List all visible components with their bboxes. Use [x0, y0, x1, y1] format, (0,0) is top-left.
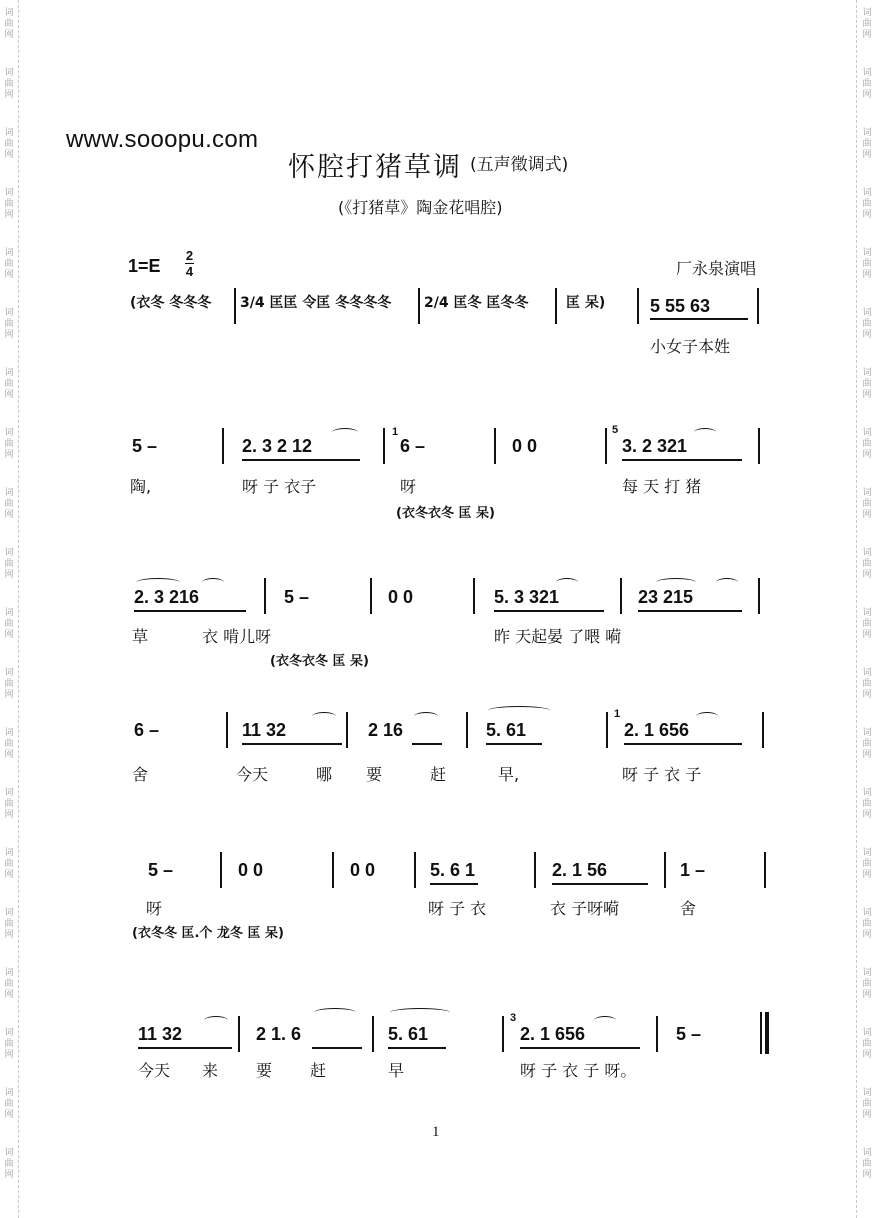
watermark-text: 词 曲 网 [862, 188, 872, 220]
time-signature [185, 249, 194, 278]
watermark-text: 词 曲 网 [4, 548, 14, 580]
intro-segment: 匡 呆) [566, 295, 606, 311]
lyric-line: 哪 [316, 765, 333, 784]
lyric-line: 呀 子 衣 子 [622, 765, 702, 784]
measure-notes: 2. 3 216 [134, 587, 200, 607]
watermark-text: 词 曲 网 [4, 728, 14, 760]
percussion-line: (衣冬衣冬 匡 呆) [396, 506, 495, 521]
watermark-text: 词 曲 网 [862, 968, 872, 1000]
watermark-text: 词 曲 网 [4, 848, 14, 880]
watermark-text: 词 曲 网 [4, 608, 14, 640]
watermark-text: 词 曲 网 [862, 308, 872, 340]
measure-notes: 6 – [134, 720, 160, 740]
percussion-line: (衣冬冬 匡.个 龙冬 匡 呆) [132, 926, 284, 941]
lyric-line: 呀 子 衣 [428, 899, 487, 918]
lyric-line: 呀 [400, 477, 417, 496]
watermark-text: 词 曲 网 [4, 248, 14, 280]
mode-note: (五声徵调式) [470, 155, 569, 175]
lyric-line: 昨 天起晏 了喂 嗬 [494, 627, 622, 646]
lyric-line: 早, [498, 765, 520, 784]
lyric-line: 今天 [138, 1061, 171, 1080]
watermark-text: 词 曲 网 [4, 788, 14, 820]
measure-notes: 6 – [400, 436, 426, 456]
watermark-text: 词 曲 网 [4, 188, 14, 220]
measure-notes: 0 0 [388, 587, 414, 607]
intro-lyric: 小女子本姓 [650, 337, 731, 356]
measure-notes: 2 16 [368, 720, 404, 740]
watermark-text: 词 曲 网 [4, 908, 14, 940]
watermark-text: 词 曲 网 [4, 128, 14, 160]
measure-notes: 5. 3 321 [494, 587, 560, 607]
measure-notes: 2. 1 56 [552, 860, 608, 880]
watermark-text: 词 曲 网 [862, 608, 872, 640]
lyric-line: 衣 啃儿呀 [202, 627, 272, 646]
watermark-text: 词 曲 网 [862, 1028, 872, 1060]
lyric-line: 早 [388, 1061, 405, 1080]
watermark-text: 词 曲 网 [862, 548, 872, 580]
watermark-text: 词 曲 网 [862, 128, 872, 160]
measure-notes: 5. 6 1 [430, 860, 476, 880]
watermark-text: 词 曲 网 [4, 968, 14, 1000]
lyric-line: 来 [202, 1061, 219, 1080]
measure-notes: 11 32 [138, 1024, 183, 1044]
watermark-text: 词 曲 网 [862, 8, 872, 40]
time-sig-bottom: 4 [185, 264, 194, 279]
lyric-line: 草 [132, 627, 149, 646]
watermark-text: 词 曲 网 [4, 668, 14, 700]
watermark-text: 词 曲 网 [862, 848, 872, 880]
watermark-text: 词 曲 网 [862, 488, 872, 520]
watermark-text: 词 曲 网 [4, 1148, 14, 1180]
measure-notes: 2 1. 6 [256, 1024, 302, 1044]
lyric-line: 赶 [430, 765, 447, 784]
grace-note: 1 [614, 708, 621, 720]
measure-notes: 5. 61 [486, 720, 527, 740]
lyric-line: 衣 子呀嗬 [550, 899, 620, 918]
watermark-text: 词 曲 网 [862, 68, 872, 100]
watermark-text: 词 曲 网 [4, 1088, 14, 1120]
watermark-text: 词 曲 网 [862, 788, 872, 820]
measure-notes: 0 0 [350, 860, 376, 880]
intro-segment: 3/4 匡匡 令匡 冬冬冬冬 [240, 295, 392, 311]
watermark-text: 词 曲 网 [4, 488, 14, 520]
song-title: 怀腔打猪草调 [288, 152, 462, 183]
lyric-line: 舍 [680, 899, 697, 918]
measure-notes: 0 0 [238, 860, 264, 880]
measure-notes: 2. 1 656 [624, 720, 690, 740]
measure-notes: 5. 61 [388, 1024, 429, 1044]
measure-notes: 2. 1 656 [520, 1024, 586, 1044]
lyric-line: 呀 子 衣子 [242, 477, 317, 496]
measure-notes: 3. 2 321 [622, 436, 688, 456]
measure-notes: 1 – [680, 860, 706, 880]
lyric-line: 呀 子 衣 子 呀。 [520, 1061, 637, 1080]
watermark-text: 词 曲 网 [862, 1148, 872, 1180]
watermark-text: 词 曲 网 [862, 728, 872, 760]
song-subtitle: (《打猪草》陶金花唱腔) [338, 198, 503, 217]
measure-notes: 2. 3 2 12 [242, 436, 313, 456]
grace-note: 3 [510, 1012, 517, 1024]
watermark-text: 词 曲 网 [862, 428, 872, 460]
measure-notes: 5 – [676, 1024, 702, 1044]
lyric-line: 每 天 打 猪 [622, 477, 702, 496]
watermark-text: 词 曲 网 [862, 668, 872, 700]
lyric-line: 舍 [132, 765, 149, 784]
measure-notes: 5 – [132, 436, 158, 456]
measure-notes: 5 – [148, 860, 174, 880]
watermark-text: 词 曲 网 [4, 308, 14, 340]
site-url: www.sooopu.com [66, 126, 259, 153]
intro-melody: 5 55 63 [650, 296, 711, 316]
measure-notes: 11 32 [242, 720, 287, 740]
watermark-text: 词 曲 网 [4, 68, 14, 100]
intro-segment: 2/4 匡冬 匡冬冬 [424, 295, 529, 311]
percussion-line: (衣冬衣冬 匡 呆) [270, 654, 369, 669]
grace-note: 1 [392, 426, 399, 438]
lyric-line: 陶, [130, 477, 152, 496]
measure-notes: 0 0 [512, 436, 538, 456]
watermark-text: 词 曲 网 [4, 428, 14, 460]
measure-notes: 23 215 [638, 587, 694, 607]
intro-segment: (衣冬 冬冬冬 [130, 295, 212, 311]
page-number: 1 [432, 1124, 440, 1140]
right-margin-border [856, 0, 857, 1218]
watermark-text: 词 曲 网 [4, 1028, 14, 1060]
time-sig-top: 2 [185, 248, 194, 263]
watermark-text: 词 曲 网 [862, 368, 872, 400]
lyric-line: 今天 [236, 765, 269, 784]
grace-note: 5 [612, 424, 619, 436]
measure-notes: 5 – [284, 587, 310, 607]
lyric-line: 呀 [146, 899, 163, 918]
watermark-text: 词 曲 网 [4, 368, 14, 400]
watermark-text: 词 曲 网 [862, 1088, 872, 1120]
lyric-line: 要 [366, 765, 383, 784]
performer-credit: 厂永泉演唱 [676, 259, 757, 278]
watermark-text: 词 曲 网 [4, 8, 14, 40]
lyric-line: 赶 [310, 1061, 327, 1080]
lyric-line: 要 [256, 1061, 273, 1080]
left-margin-border [18, 0, 19, 1218]
watermark-text: 词 曲 网 [862, 248, 872, 280]
watermark-text: 词 曲 网 [862, 908, 872, 940]
key-signature: 1=E [128, 256, 161, 276]
